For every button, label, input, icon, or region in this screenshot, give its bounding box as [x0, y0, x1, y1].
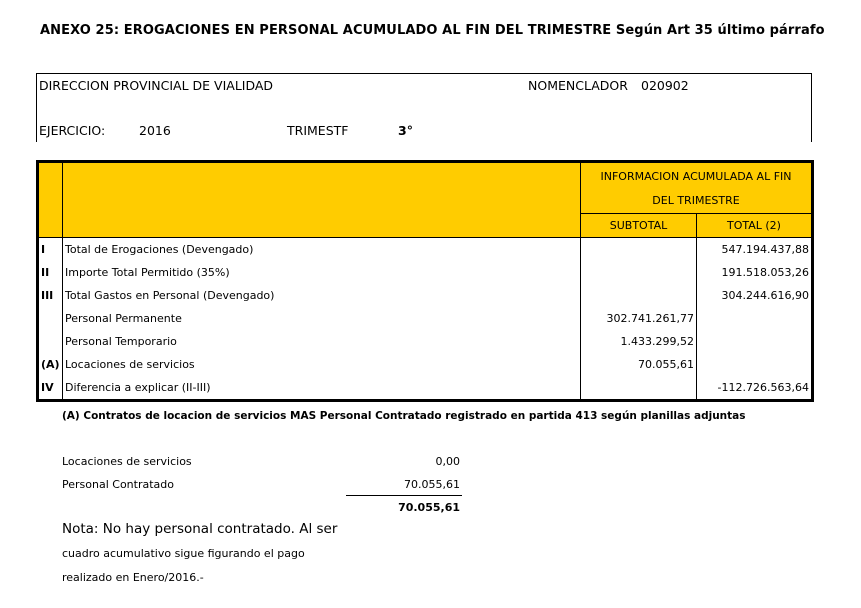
breakdown-total: 70.055,61: [398, 501, 460, 514]
footnote-a: (A) Contratos de locacion de servicios MAS Personal Contratado registrado en partida 413 según planillas adjuntas: [62, 410, 746, 422]
nomenclador-label: NOMENCLADOR: [528, 78, 628, 93]
table-row: I Total de Erogaciones (Devengado) 547.194.437,88: [38, 238, 813, 262]
header-label-cell: [63, 162, 581, 238]
col-subtotal-header: SUBTOTAL: [581, 214, 697, 238]
header-box: [36, 73, 812, 142]
nota-line-3: realizado en Enero/2016.-: [62, 571, 204, 584]
ejercicio-label: EJERCICIO:: [39, 123, 106, 138]
page-title: ANEXO 25: EROGACIONES EN PERSONAL ACUMULADO AL FIN DEL TRIMESTRE Según Art 35 último párrafo: [40, 23, 825, 38]
nota-line-2: cuadro acumulativo sigue figurando el pago: [62, 547, 305, 560]
nomenclador-value: 020902: [641, 78, 689, 93]
table-row: (A) Locaciones de servicios 70.055,61: [38, 353, 813, 376]
breakdown-value-locaciones: 0,00: [435, 455, 460, 468]
trimestre-value: 3°: [398, 123, 413, 138]
entity-name: DIRECCION PROVINCIAL DE VIALIDAD: [39, 78, 274, 93]
nota-line-1: Nota: No hay personal contratado. Al ser: [62, 521, 338, 537]
breakdown-value-contratado: 70.055,61: [404, 478, 460, 491]
table-row: Personal Temporario 1.433.299,52: [38, 330, 813, 353]
sum-divider: [346, 495, 462, 496]
breakdown-label-locaciones: Locaciones de servicios: [62, 455, 192, 468]
erogaciones-table: [36, 160, 814, 402]
breakdown-label-contratado: Personal Contratado: [62, 478, 174, 491]
trimestre-label: TRIMESTF: [287, 123, 349, 138]
table-row: III Total Gastos en Personal (Devengado) 304.244.616,90: [38, 284, 813, 307]
header-code-cell: [38, 162, 63, 238]
info-acumulada-header: INFORMACION ACUMULADA AL FIN DEL TRIMESTRE: [581, 162, 813, 214]
table-header-row: [38, 162, 813, 214]
table-row: Personal Permanente 302.741.261,77: [38, 307, 813, 330]
table-row: IV Diferencia a explicar (II-III) -112.726.563,64: [38, 376, 813, 401]
table-row: II Importe Total Permitido (35%) 191.518.053,26: [38, 261, 813, 284]
col-total-header: TOTAL (2): [697, 214, 813, 238]
ejercicio-value: 2016: [139, 123, 171, 138]
